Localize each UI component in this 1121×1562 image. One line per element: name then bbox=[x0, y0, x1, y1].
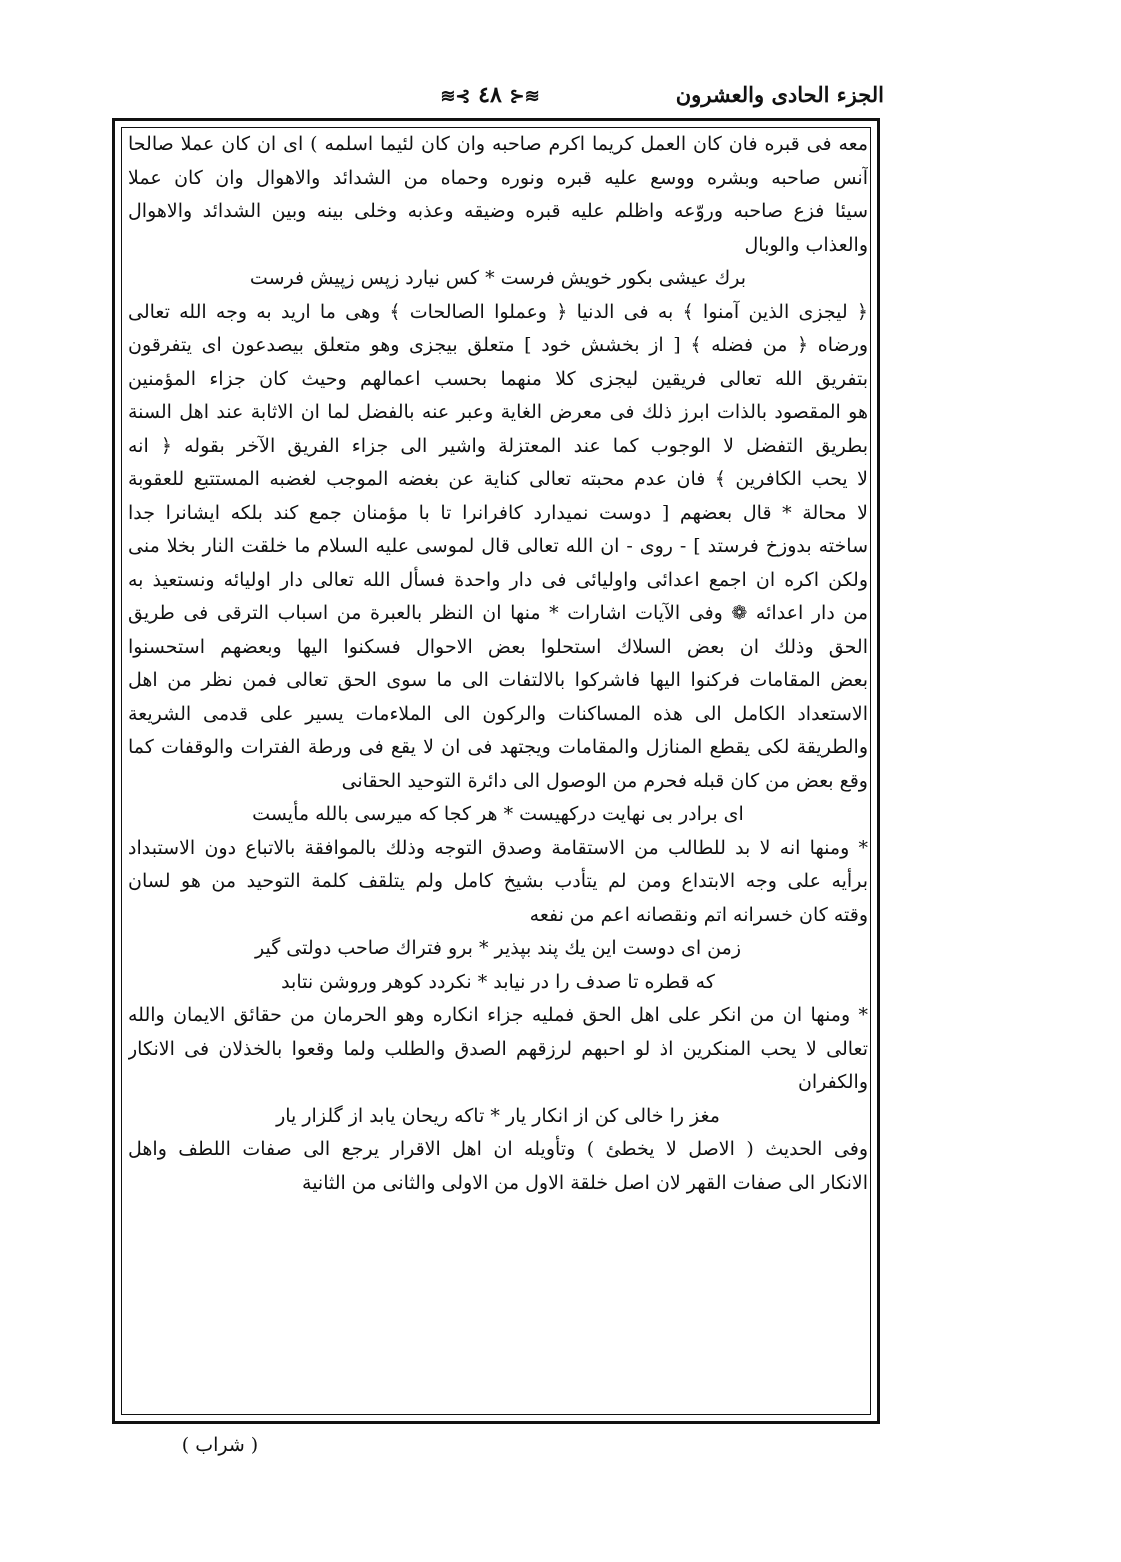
text-line: بتفريق الله تعالى فريقين ليجزى كلا منهما بحسب اعمالهم وحيث كان جزاء المؤمنين bbox=[128, 367, 868, 390]
persian-verse: مغز را خالى كن از انكار يار * تاكه ريحان يابد از گلزار يار bbox=[276, 1104, 720, 1127]
catchword: ( شراب ) bbox=[181, 1434, 259, 1456]
persian-verse: اى برادر بى نهايت دركهيست * هر كجا كه ميرسى بالله مأيست bbox=[252, 803, 744, 825]
text-line: وقته كان خسرانه اتم ونقصانه اعم من نفعه bbox=[529, 903, 868, 926]
persian-verse: زمن اى دوست اين يك پند بپذير * برو فتراك صاحب دولتى گير bbox=[254, 937, 741, 959]
page-number-block bbox=[430, 82, 550, 108]
ornament-right: ⊱≋ bbox=[440, 86, 471, 107]
persian-verse: كه قطره تا صدف را در نيابد * نكردد كوهر وروشن نتابد bbox=[281, 970, 715, 993]
text-line: برأيه على وجه الابتداع ومن لم يتأدب بشيخ كامل ولم يتلقف كلمة التوحيد من هو لسان bbox=[128, 870, 868, 892]
text-line: معه فى قبره فان كان العمل كريما اكرم صاحبه وان كان لئيما اسلمه ) اى ان كان عملا صالحا bbox=[128, 133, 868, 155]
text-line: آنس صاحبه وبشره ووسع عليه قبره ونوره وحماه من الشدائد والاهوال وان كان عملا bbox=[128, 166, 868, 189]
text-line: بعض المقامات فركنوا اليها فاشركوا بالالتفات الى ما سوى الحق تعالى فمن نظر من اهل bbox=[128, 669, 868, 691]
text-line: ولكن اكره ان اجمع اعدائى واوليائى فى دار واحدة فسأل الله تعالى دار اوليائه ونستعيذ به bbox=[128, 568, 868, 591]
text-line: والعذاب والوبال bbox=[744, 233, 868, 256]
text-line: وقع بعض من كان قبله فحرم من الوصول الى دائرة التوحيد الحقانى bbox=[341, 769, 868, 792]
text-line: * ومنها انه لا بد للطالب من الاستقامة وصدق التوجه وذلك بالموافقة بالاتباع دون الاستبداد bbox=[128, 836, 868, 859]
text-line: والكفران bbox=[797, 1071, 868, 1093]
text-line: ساخته بدوزخ فرستد ] - روى - ان الله تعالى قال لموسى عليه السلام ما خلقت النار بخلا منى bbox=[128, 535, 868, 557]
text-line: الحق وذلك ان بعض السلاك استحلوا بعض الاحوال فسكنوا اليها وبعضهم استحسنوا bbox=[128, 635, 868, 658]
ornament-left: ≋⊰ bbox=[509, 86, 540, 107]
text-line: تعالى لا يحب المنكرين اذ لو احبهم لرزقهم الصدق والطلب ولما وقعوا بالخذلان فى الانكار bbox=[128, 1037, 868, 1060]
part-title: الجزء الحادى والعشرون bbox=[675, 82, 884, 107]
text-line: سيئا فزع صاحبه وروّعه واظلم عليه قبره وضيقه وعذبه وخلى بينه وبين الشدائد والاهوال bbox=[128, 200, 868, 222]
text-line: ورضاه ﴿ من فضله ﴾ [ از بخشش خود ] متعلق بيجزى وهو متعلق بيصدعون اى يتفرقون bbox=[128, 334, 868, 356]
page-header bbox=[112, 82, 884, 116]
text-line: بطريق التفضل لا الوجوب كما عند المعتزلة واشير الى جزاء الفريق الآخر بقوله ﴿ انه bbox=[128, 434, 868, 457]
persian-verse: برك عيشى بكور خويش فرست * كس نيارد زپس زپيش فرست bbox=[249, 267, 747, 289]
text-line: الانكار الى صفات القهر لان اصل خلقة الاول من الاولى والثانى من الثانية bbox=[302, 1171, 868, 1194]
text-line: والطريقة لكى يقطع المنازل والمقامات ويجتهد فى ان لا يقع فى ورطة الفترات والوقفات كما bbox=[128, 736, 868, 758]
text-line: لا محالة * قال بعضهم [ دوست نميدارد كافرانرا تا با مؤمنان جمع كند بلكه ايشانرا جدا bbox=[128, 501, 868, 524]
text-line: من دار اعدائه ❁ وفى الآيات اشارات * منها ان النظر بالعبرة من اسباب الترقى فى طريق bbox=[128, 602, 868, 624]
text-line: ﴿ ليجزى الذين آمنوا ﴾ به فى الدنيا ﴿ وعملوا الصالحات ﴾ وهى ما اريد به وجه الله تعالى bbox=[128, 300, 868, 323]
text-line: هو المقصود بالذات ابرز ذلك فى معرض الغاية وعبر عنه بالفضل لما ان الاثابة عند اهل السنة bbox=[128, 401, 868, 423]
page-body bbox=[128, 128, 868, 1413]
text-line: الاستعداد الكامل الى هذه المساكنات والركون الى الملاءمات يسير على قدمى الشريعة bbox=[128, 702, 868, 725]
page-number: ٤٨ bbox=[478, 82, 502, 108]
text-line: وفى الحديث ( الاصل لا يخطئ ) وتأويله ان اهل الاقرار يرجع الى صفات اللطف واهل bbox=[128, 1138, 868, 1160]
text-line: * ومنها ان من انكر على اهل الحق فمليه جزاء انكاره وهو الحرمان من حقائق الايمان والله bbox=[128, 1004, 868, 1026]
text-line: لا يحب الكافرين ﴾ فان عدم محبته تعالى كناية عن بغضه الموجب لغضبه المستتبع للعقوبة bbox=[128, 468, 868, 490]
